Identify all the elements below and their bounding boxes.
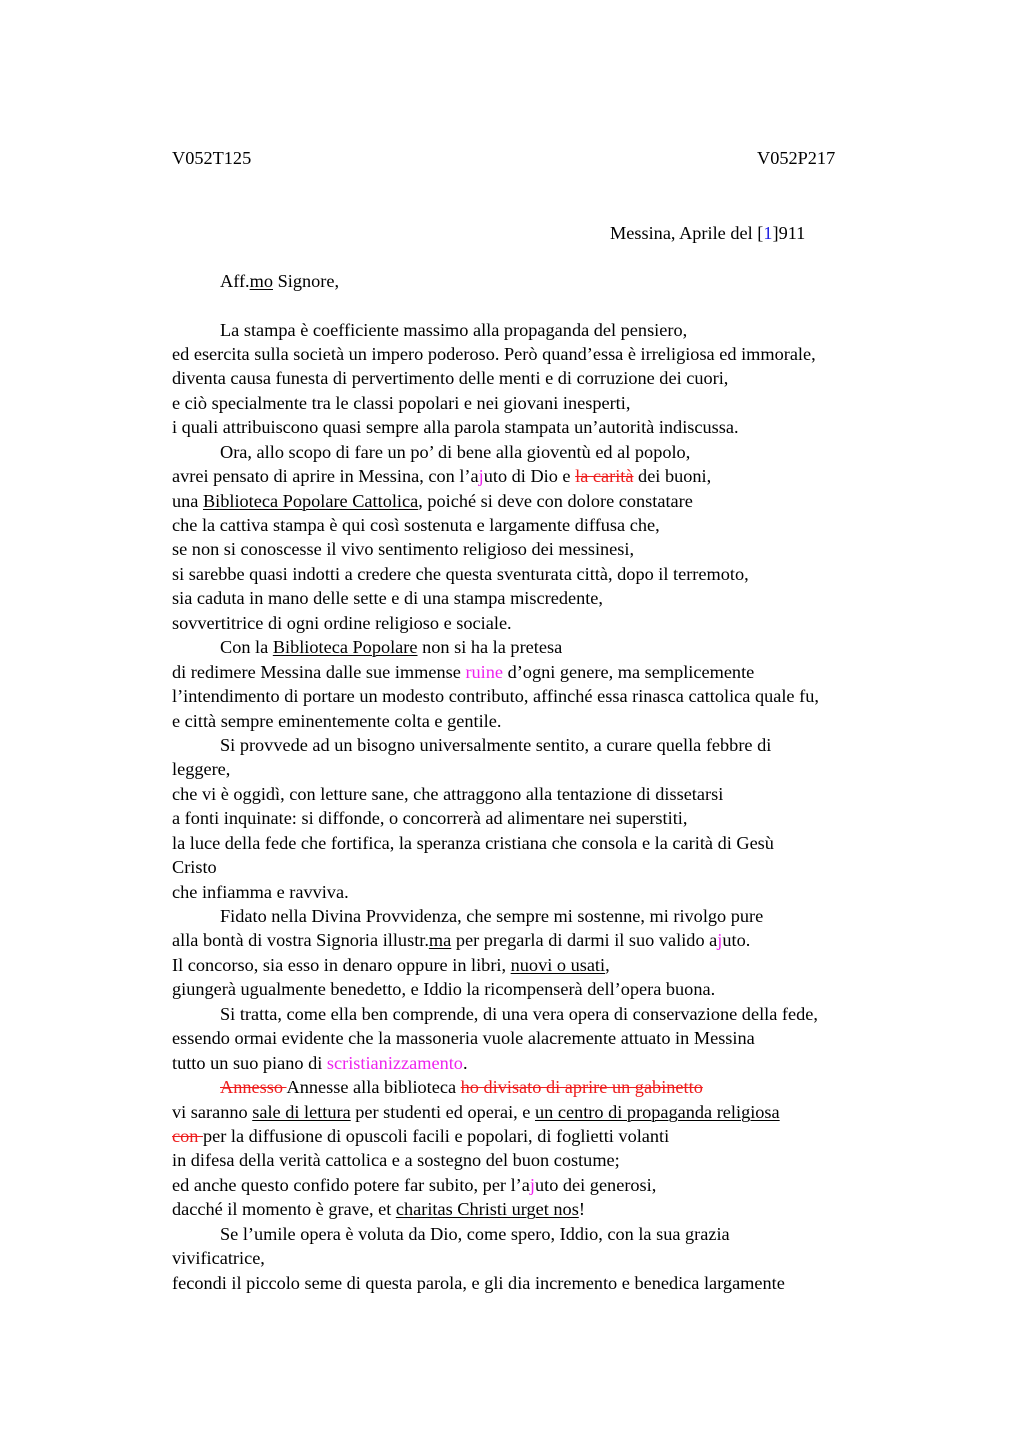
underlined-text: charitas Christi urget nos bbox=[395, 1199, 579, 1220]
text-line bbox=[172, 1173, 912, 1197]
text-line: in difesa della verità cattolica e a sostegno del buon costume; bbox=[172, 1150, 620, 1171]
underlined-text: nuovi o usati bbox=[510, 954, 606, 975]
text-line: Ora, allo scopo di fare un po’ di bene alla gioventù ed al popolo, bbox=[220, 441, 691, 462]
underlined-text: Biblioteca Popolare Cattolica bbox=[202, 490, 419, 511]
text-segment: uto di Dio e bbox=[483, 466, 576, 487]
text-line: ed esercita sulla società un impero poderoso. Però quand’essa è irreligiosa ed immorale, bbox=[172, 343, 816, 364]
salutation-text: Aff. bbox=[220, 271, 250, 291]
highlighted-word: scristianizzamento bbox=[326, 1052, 463, 1073]
text-line: e città sempre eminentemente colta e gentile. bbox=[172, 710, 502, 731]
text-line bbox=[172, 1124, 912, 1148]
text-line bbox=[172, 953, 912, 977]
text-segment: d’ogni genere, ma semplicemente bbox=[503, 661, 755, 682]
text-line: La stampa è coefficiente massimo alla propaganda del pensiero, bbox=[220, 319, 688, 340]
text-line: se non si conoscesse il vivo sentimento religioso dei messinesi, bbox=[172, 539, 635, 560]
text-line: Si tratta, come ella ben comprende, di una vera opera di conservazione della fede, bbox=[220, 1003, 818, 1024]
text-line: che la cattiva stampa è qui così sostenuta e largamente diffusa che, bbox=[172, 515, 660, 535]
highlighted-letter: j bbox=[529, 1174, 535, 1195]
text-line bbox=[172, 660, 912, 684]
text-line: leggere, bbox=[172, 759, 231, 780]
deleted-text: la carità bbox=[575, 466, 634, 487]
text-line: giungerà ugualmente benedetto, e Iddio la ricompenserà dell’opera buona. bbox=[172, 979, 716, 1000]
letter-body bbox=[172, 318, 912, 1296]
dateline bbox=[610, 221, 805, 245]
text-line: la luce della fede che fortifica, la speranza cristiana che consola e la carità di Gesù bbox=[172, 832, 774, 853]
underlined-abbreviation: mo bbox=[249, 271, 273, 291]
text-line: che infiamma e ravviva. bbox=[172, 881, 349, 902]
text-segment: di redimere Messina dalle sue immense bbox=[172, 661, 466, 682]
text-line: Cristo bbox=[172, 857, 217, 878]
document-reference-left: V052T125 bbox=[172, 148, 252, 168]
text-line bbox=[172, 464, 912, 488]
underlined-text: Biblioteca Popolare bbox=[272, 637, 418, 658]
text-segment: dacché il momento è grave, et bbox=[172, 1199, 396, 1220]
text-line bbox=[172, 635, 912, 659]
text-segment: vi saranno bbox=[172, 1101, 253, 1122]
dateline-year: ]911 bbox=[772, 223, 806, 243]
salutation-text: Signore, bbox=[273, 271, 340, 291]
text-segment: ed anche questo confido potere far subito, per l’a bbox=[172, 1174, 530, 1195]
editorial-insertion: 1 bbox=[763, 223, 773, 243]
text-line bbox=[172, 1197, 912, 1221]
highlighted-letter: j bbox=[717, 930, 723, 951]
text-line: sia caduta in mano delle sette e di una stampa miscredente, bbox=[172, 588, 603, 609]
deleted-text: con bbox=[172, 1125, 203, 1146]
text-segment: Il concorso, sia esso in denaro oppure in libri, bbox=[172, 954, 511, 975]
text-segment: uto dei generosi, bbox=[534, 1174, 657, 1195]
text-segment: alla bontà di vostra Signoria illustr. bbox=[172, 930, 429, 951]
text-segment: uto. bbox=[722, 930, 751, 951]
text-line bbox=[172, 928, 912, 952]
text-segment: una bbox=[172, 490, 203, 511]
text-line: Fidato nella Divina Provvidenza, che sempre mi sostenne, mi rivolgo pure bbox=[220, 906, 764, 926]
highlighted-word: ruine bbox=[465, 661, 503, 682]
text-line: fecondi il piccolo seme di questa parola, e gli dia incremento e benedica largamente bbox=[172, 1272, 785, 1293]
salutation bbox=[220, 269, 339, 293]
deleted-text: ho divisato di aprire un gabinetto bbox=[460, 1077, 703, 1098]
text-line: i quali attribuiscono quasi sempre alla parola stampata un’autorità indiscussa. bbox=[172, 417, 739, 438]
text-line: Si provvede ad un bisogno universalmente sentito, a curare quella febbre di bbox=[220, 734, 772, 755]
text-segment: non si ha la pretesa bbox=[417, 637, 563, 658]
text-segment: . bbox=[462, 1052, 468, 1073]
text-line: e ciò specialmente tra le classi popolari e nei giovani inesperti, bbox=[172, 392, 631, 413]
text-segment: per pregarla di darmi il suo valido a bbox=[451, 930, 718, 951]
text-line: diventa causa funesta di pervertimento delle menti e di corruzione dei cuori, bbox=[172, 368, 729, 389]
text-segment: dei buoni, bbox=[633, 466, 712, 487]
dateline-text: Messina, Aprile del [ bbox=[610, 223, 764, 243]
text-line: sovvertitrice di ogni ordine religioso e sociale. bbox=[172, 612, 512, 633]
text-line: che vi è oggidì, con letture sane, che attraggono alla tentazione di dissetarsi bbox=[172, 783, 724, 804]
text-segment: avrei pensato di aprire in Messina, con l’a bbox=[172, 466, 479, 487]
text-line: si sarebbe quasi indotti a credere che questa sventurata città, dopo il terremoto, bbox=[172, 563, 749, 584]
document-reference-right: V052P217 bbox=[757, 148, 836, 168]
underlined-text: un centro di propaganda religiosa bbox=[534, 1101, 780, 1122]
text-segment: Con la bbox=[220, 637, 273, 658]
underlined-abbreviation: ma bbox=[428, 930, 452, 951]
text-line bbox=[172, 1051, 912, 1075]
text-segment: tutto un suo piano di bbox=[172, 1052, 327, 1073]
text-segment: , poiché si deve con dolore constatare bbox=[418, 490, 693, 511]
text-line: l’intendimento di portare un modesto contributo, affinché essa rinasca cattolica quale fu, bbox=[172, 686, 819, 707]
text-segment: ! bbox=[578, 1199, 585, 1220]
text-line: Se l’umile opera è voluta da Dio, come spero, Iddio, con la sua grazia bbox=[220, 1223, 730, 1244]
highlighted-letter: j bbox=[478, 466, 484, 487]
text-line: vivificatrice, bbox=[172, 1248, 265, 1269]
text-line: a fonti inquinate: si diffonde, o concorrerà ad alimentare nei superstiti, bbox=[172, 808, 688, 829]
text-segment: per studenti ed operai, e bbox=[350, 1101, 535, 1122]
text-line bbox=[172, 489, 912, 513]
text-line bbox=[172, 1075, 912, 1099]
underlined-text: sale di lettura bbox=[252, 1101, 351, 1122]
text-line: essendo ormai evidente che la massoneria vuole alacremente attuato in Messina bbox=[172, 1028, 755, 1049]
text-line bbox=[172, 1100, 912, 1124]
text-segment: Annesse alla biblioteca bbox=[286, 1077, 461, 1098]
deleted-text: Annesso bbox=[220, 1077, 287, 1098]
text-segment: , bbox=[605, 954, 610, 975]
text-segment: per la diffusione di opuscoli facili e popolari, di foglietti volanti bbox=[202, 1125, 670, 1146]
